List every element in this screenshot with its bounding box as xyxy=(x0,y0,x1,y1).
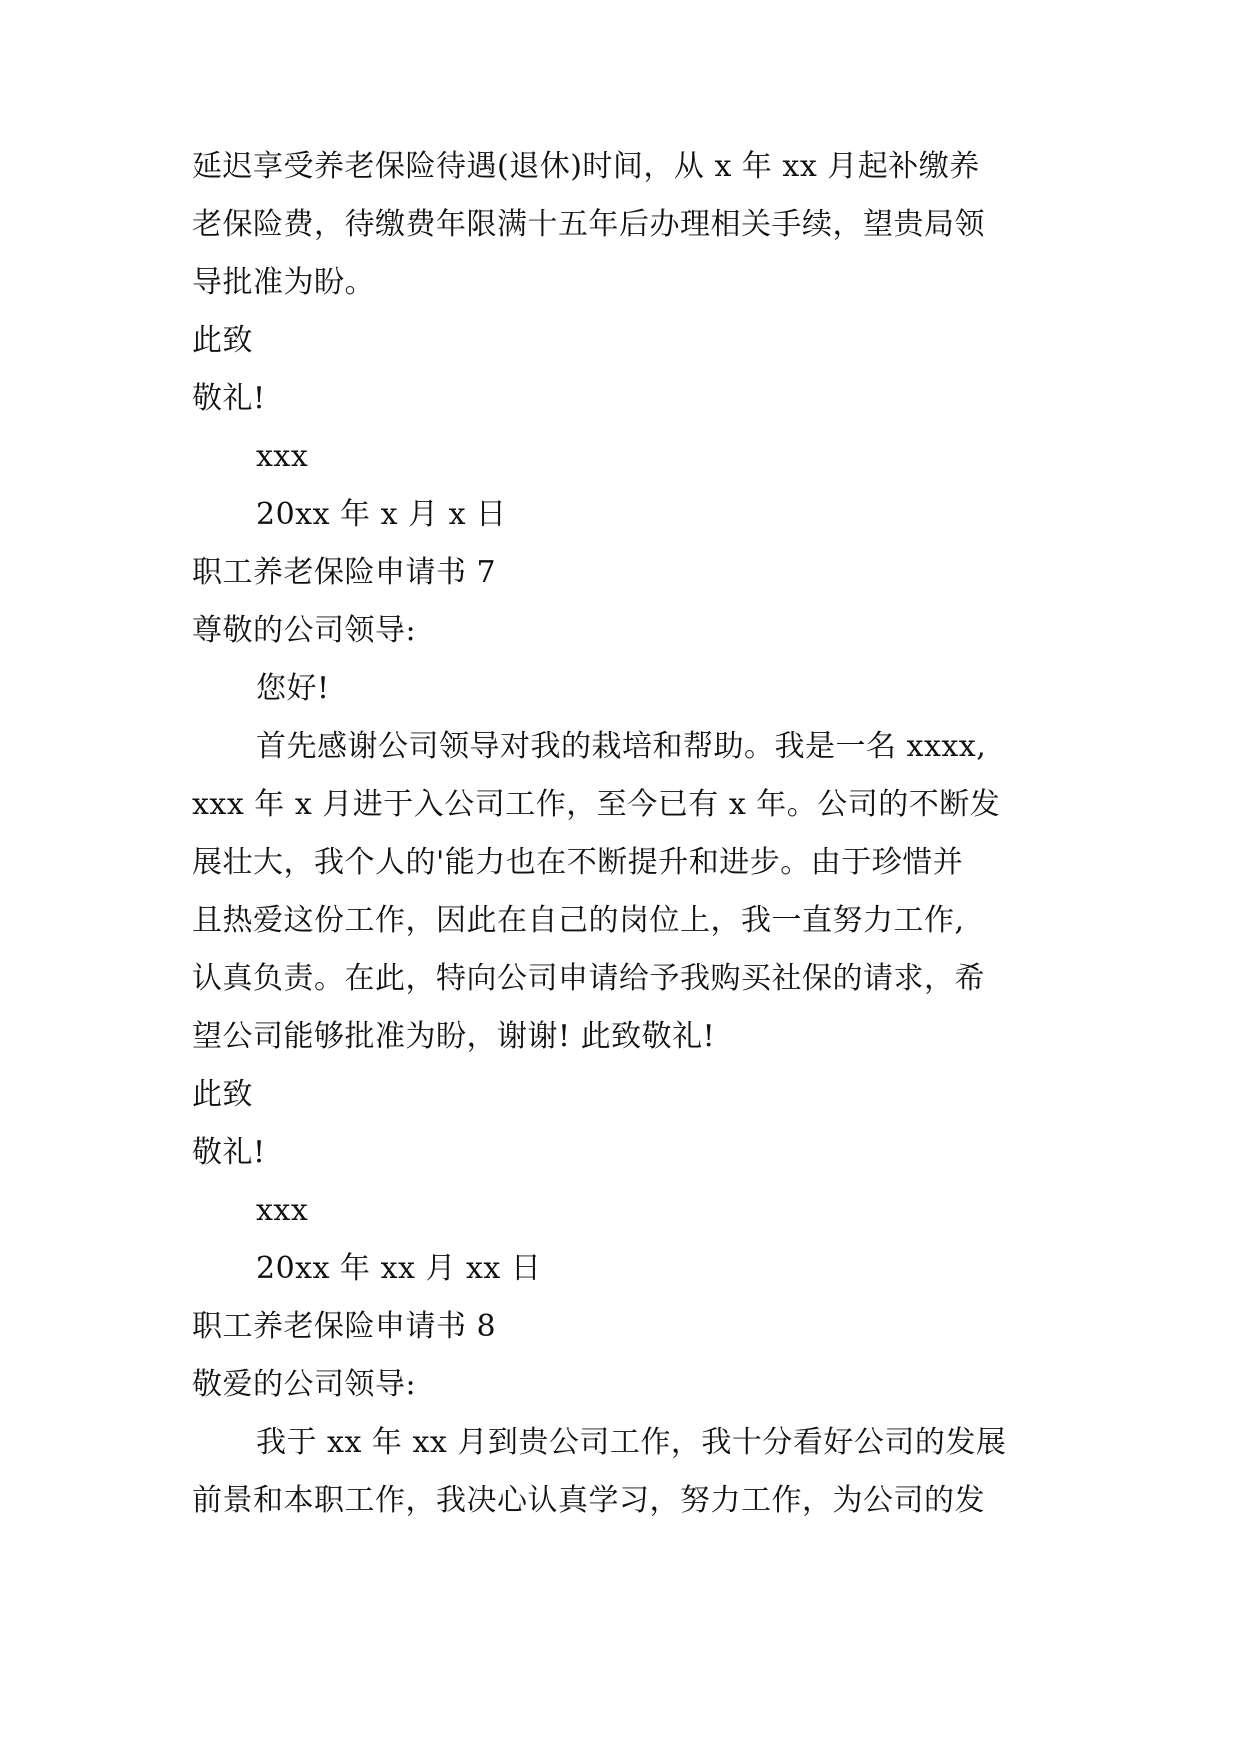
section-title-7: 职工养老保险申请书 7 xyxy=(192,555,497,590)
paragraph-line-1: 首先感谢公司领导对我的栽培和帮助。我是一名 xxxx, xyxy=(256,729,987,764)
body-line-2: 老保险费，待缴费年限满十五年后办理相关手续，望贵局领 xyxy=(192,207,985,242)
paragraph-line-4: 且热爱这份工作，因此在自己的岗位上，我一直努力工作, xyxy=(192,903,965,938)
greeting: 您好! xyxy=(256,671,330,706)
paragraph-line-2: 前景和本职工作，我决心认真学习，努力工作，为公司的发 xyxy=(192,1483,985,1518)
salutation: 尊敬的公司领导: xyxy=(192,613,417,648)
signature-name: xxx xyxy=(256,439,309,474)
paragraph-line-3: 展壮大，我个人的'能力也在不断提升和进步。由于珍惜并 xyxy=(192,845,964,880)
paragraph-line-2: xxx 年 x 月进于入公司工作，至今已有 x 年。公司的不断发 xyxy=(192,787,1001,822)
signature-date: 20xx 年 x 月 x 日 xyxy=(256,497,507,532)
salutation: 敬爱的公司领导: xyxy=(192,1367,417,1402)
closing-cizhi: 此致 xyxy=(192,1077,253,1112)
body-line-1: 延迟享受养老保险待遇(退休)时间，从 x 年 xx 月起补缴养 xyxy=(192,149,980,184)
paragraph-line-6: 望公司能够批准为盼，谢谢! 此致敬礼! xyxy=(192,1019,716,1054)
closing-jingli: 敬礼! xyxy=(192,381,266,416)
paragraph-line-1: 我于 xx 年 xx 月到贵公司工作，我十分看好公司的发展 xyxy=(256,1425,1007,1460)
signature-name: xxx xyxy=(256,1193,309,1228)
closing-jingli: 敬礼! xyxy=(192,1135,266,1170)
signature-date: 20xx 年 xx 月 xx 日 xyxy=(256,1251,542,1286)
paragraph-line-5: 认真负责。在此，特向公司申请给予我购买社保的请求，希 xyxy=(192,961,985,996)
closing-cizhi: 此致 xyxy=(192,323,253,358)
body-line-3: 导批准为盼。 xyxy=(192,265,375,300)
section-title-8: 职工养老保险申请书 8 xyxy=(192,1309,497,1344)
